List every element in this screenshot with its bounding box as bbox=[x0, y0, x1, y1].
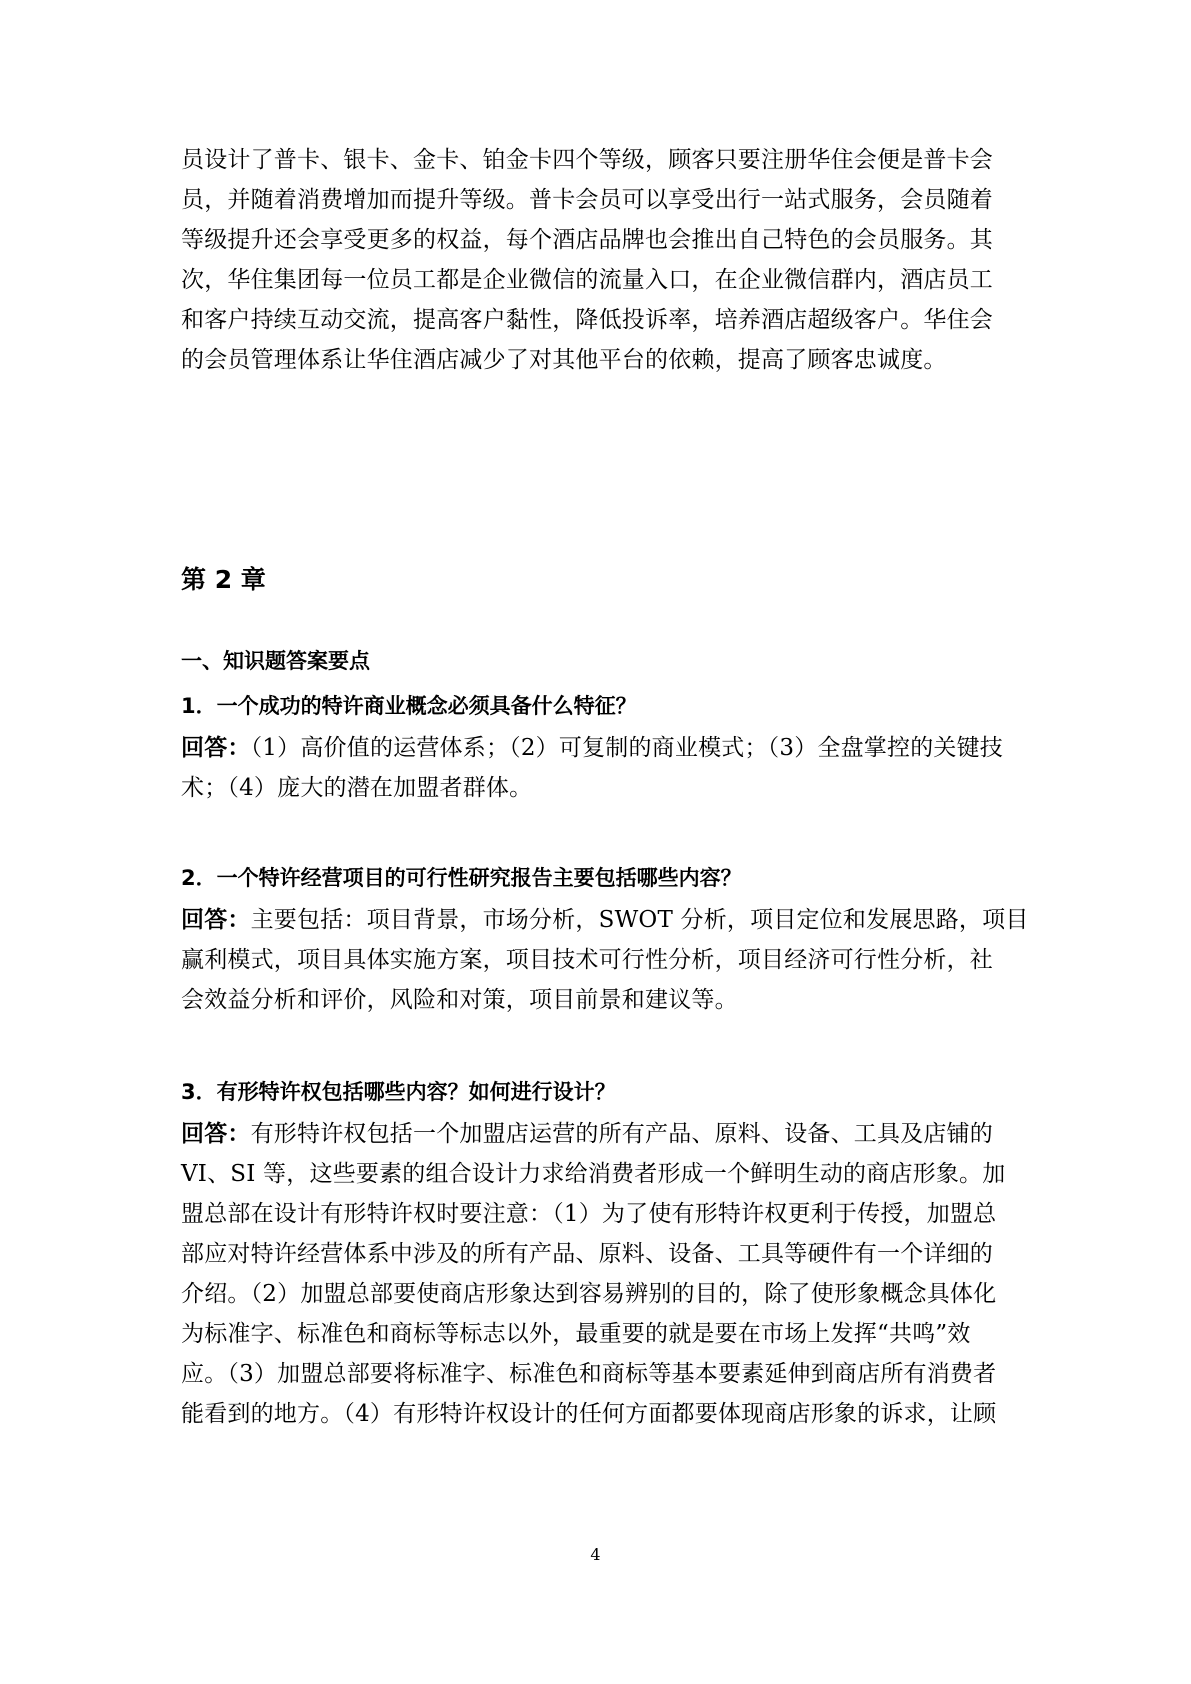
answer-text: 主要包括：项目背景，市场分析，SWOT 分析，项目定位和发展思路，项目 bbox=[250, 907, 1029, 933]
answer-text: （1）高价值的运营体系；（2）可复制的商业模式；（3）全盘掌控的关键技 bbox=[250, 735, 1004, 761]
text-line: 的会员管理体系让华住酒店减少了对其他平台的依赖，提高了顾客忠诚度。 bbox=[181, 347, 947, 373]
text-line: 和客户持续互动交流，提高客户黏性，降低投诉率，培养酒店超级客户。华住会 bbox=[181, 307, 993, 333]
text-line: 为标准字、标准色和商标等标志以外，最重要的就是要在市场上发挥“共鸣”效 bbox=[181, 1321, 971, 1347]
question-2-title: 2．一个特许经营项目的可行性研究报告主要包括哪些内容？ bbox=[181, 866, 742, 890]
section-title: 一、知识题答案要点 bbox=[181, 649, 370, 673]
text-line: 术；（4）庞大的潜在加盟者群体。 bbox=[181, 775, 533, 801]
question-1-title: 1．一个成功的特许商业概念必须具备什么特征？ bbox=[181, 694, 637, 718]
text-line: 员设计了普卡、银卡、金卡、铂金卡四个等级，顾客只要注册华住会便是普卡会 bbox=[181, 147, 993, 173]
text-line: 介绍。（2）加盟总部要使商店形象达到容易辨别的目的，除了使形象概念具体化 bbox=[181, 1281, 997, 1307]
question-2-answer bbox=[181, 900, 1029, 1020]
text-line bbox=[181, 728, 1016, 768]
chapter-title: 第 2 章 bbox=[181, 565, 266, 594]
text-line: 次，华住集团每一位员工都是企业微信的流量入口，在企业微信群内，酒店员工 bbox=[181, 267, 993, 293]
question-3-answer bbox=[181, 1114, 1016, 1434]
answer-label: 回答： bbox=[181, 735, 251, 761]
text-line: 赢利模式，项目具体实施方案，项目技术可行性分析，项目经济可行性分析，社 bbox=[181, 947, 993, 973]
text-line bbox=[181, 900, 1029, 940]
text-line: 能看到的地方。（4）有形特许权设计的任何方面都要体现商店形象的诉求，让顾 bbox=[181, 1401, 997, 1427]
answer-label: 回答： bbox=[181, 1121, 251, 1147]
intro-paragraph bbox=[181, 140, 1016, 380]
text-line: 会效益分析和评价，风险和对策，项目前景和建议等。 bbox=[181, 987, 738, 1013]
answer-text: 有形特许权包括一个加盟店运营的所有产品、原料、设备、工具及店铺的 bbox=[250, 1121, 994, 1147]
text-line: 员，并随着消费增加而提升等级。普卡会员可以享受出行一站式服务，会员随着 bbox=[181, 187, 993, 213]
page-number: 4 bbox=[590, 1545, 601, 1564]
text-line: VI、SI 等，这些要素的组合设计力求给消费者形成一个鲜明生动的商店形象。加 bbox=[181, 1161, 1006, 1187]
text-line: 部应对特许经营体系中涉及的所有产品、原料、设备、工具等硬件有一个详细的 bbox=[181, 1241, 993, 1267]
question-3-title: 3．有形特许权包括哪些内容？如何进行设计？ bbox=[181, 1080, 616, 1104]
answer-label: 回答： bbox=[181, 907, 251, 933]
text-line: 应。（3）加盟总部要将标准字、标准色和商标等基本要素延伸到商店所有消费者 bbox=[181, 1361, 997, 1387]
question-1-answer bbox=[181, 728, 1016, 808]
text-line: 盟总部在设计有形特许权时要注意：（1）为了使有形特许权更利于传授，加盟总 bbox=[181, 1201, 997, 1227]
text-line: 等级提升还会享受更多的权益，每个酒店品牌也会推出自己特色的会员服务。其 bbox=[181, 227, 993, 253]
text-line bbox=[181, 1114, 1016, 1154]
